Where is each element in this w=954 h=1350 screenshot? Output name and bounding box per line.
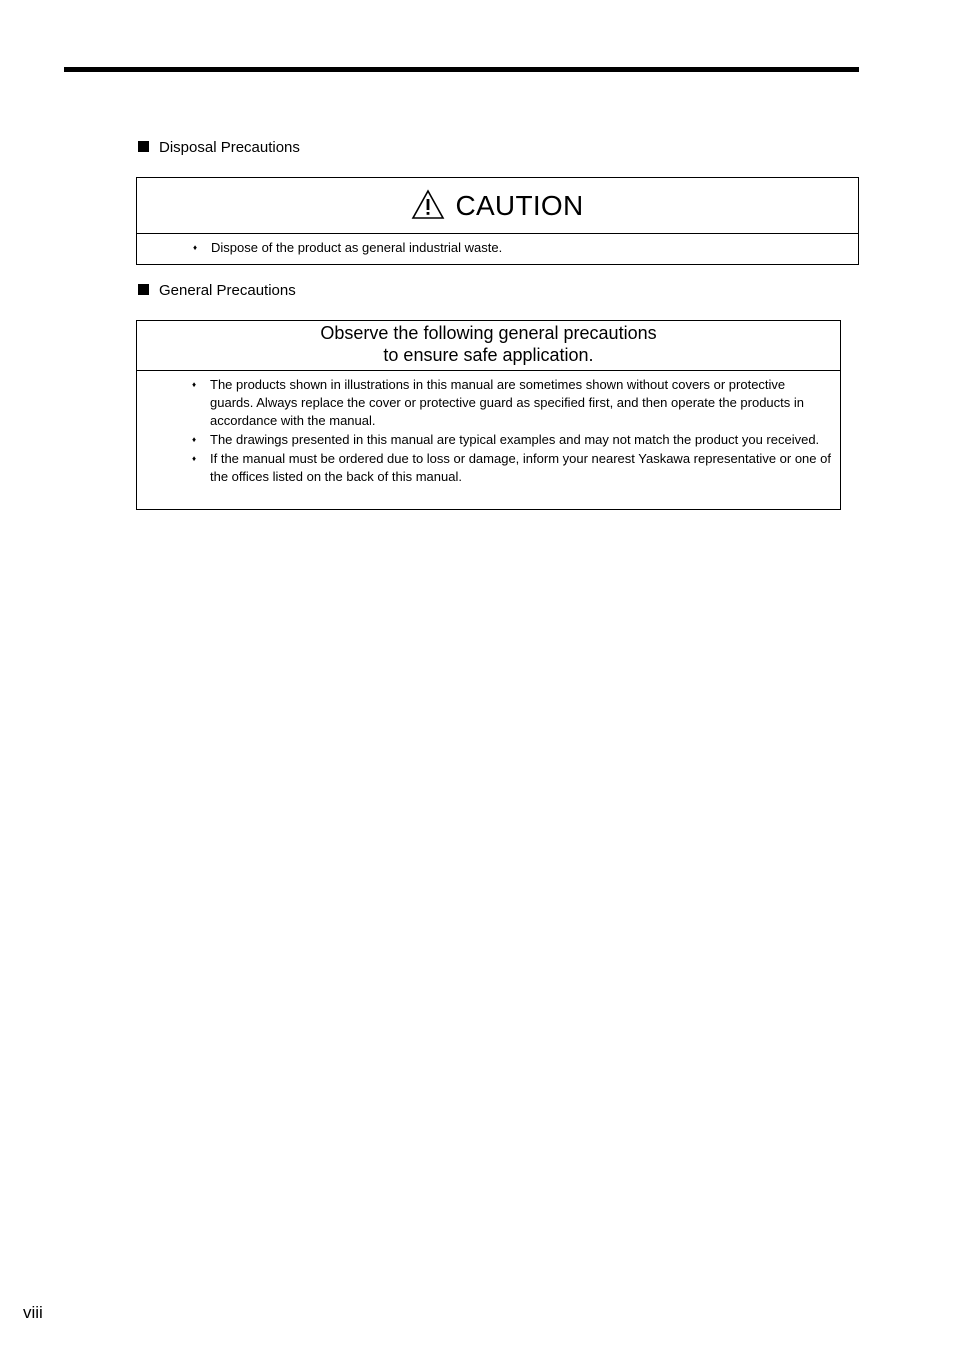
square-bullet-icon	[138, 284, 149, 295]
caution-title	[411, 190, 583, 222]
list-item	[137, 376, 840, 430]
diamond-bullet-icon: ♦	[192, 435, 197, 444]
general-box-header	[137, 321, 840, 371]
general-precautions-box	[136, 320, 841, 510]
diamond-bullet-icon: ♦	[192, 380, 197, 389]
general-precautions-heading	[138, 282, 296, 300]
caution-label: CAUTION	[455, 189, 584, 221]
disposal-heading-text: Disposal Precautions	[159, 139, 300, 156]
general-box-title-line1: Observe the following general precautions	[320, 323, 657, 343]
general-list	[137, 376, 840, 486]
disposal-list	[137, 239, 858, 257]
list-item-text: The drawings presented in this manual are typical examples and may not match the product you received.	[210, 432, 820, 447]
diamond-bullet-icon: ♦	[193, 243, 198, 252]
general-heading-text: General Precautions	[159, 282, 296, 299]
header-rule	[64, 67, 859, 72]
square-bullet-icon	[138, 141, 149, 152]
general-box-title-line2: to ensure safe application.	[383, 345, 594, 365]
page-number: viii	[23, 1303, 43, 1322]
list-item	[137, 239, 858, 257]
list-item	[137, 431, 840, 449]
warning-triangle-icon	[411, 189, 445, 220]
list-item-text: The products shown in illustrations in this manual are sometimes shown without covers or protective guards. Always replace the cover or protective guard as specified first, and then operate the products in accordance with the manual.	[210, 377, 805, 428]
list-item-text: If the manual must be ordered due to loss or damage, inform your nearest Yaskawa representative or one of the offices listed on the back of this manual.	[210, 451, 831, 484]
caution-body	[137, 234, 858, 257]
list-item-text: Dispose of the product as general industrial waste.	[211, 240, 503, 255]
list-item	[137, 450, 840, 486]
general-box-body	[137, 371, 840, 486]
diamond-bullet-icon: ♦	[192, 454, 197, 463]
caution-box	[136, 177, 859, 265]
disposal-precautions-heading	[138, 139, 300, 157]
caution-header	[137, 178, 858, 234]
